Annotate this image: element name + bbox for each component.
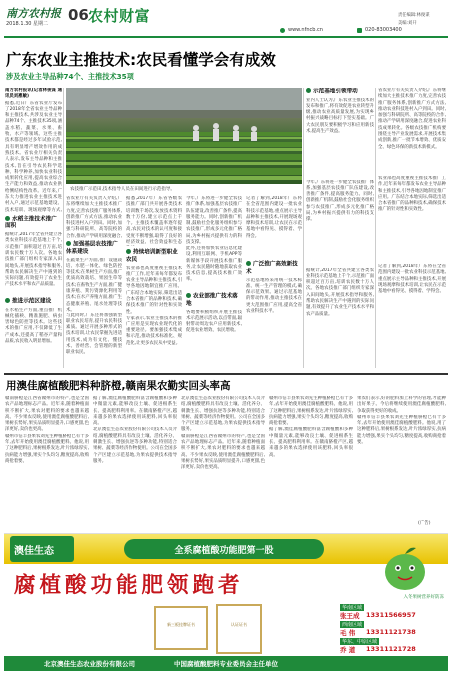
certificate xyxy=(216,604,262,654)
contact-phone: 13311121728 xyxy=(366,645,416,653)
contact-name: 乔 道 xyxy=(340,646,356,654)
body-paragraph: 省农业厅有关负责人介绍,广东将继续加大主推技术推广力度,完善农技推广服务体系,创新推广方式方法,推动农业科技进村入户到田。同时,加强与科研院所、高等院校的合作,推动产学研用深度融合,促进农业科技成果转化。各级农技推广机构要围绕主导产业发展需求,开展技术集成创新,推广一批节本增效、优质安全、绿色环保的新技术新模式。 xyxy=(378,88,446,150)
section-rule xyxy=(4,373,448,375)
slogan-ribbon xyxy=(124,539,324,559)
body-paragraph: 据统计,2017年全省共建立各类农业科技示范基地上千个,示范推广面积超过百万亩,培训农民数十万人次。各地农技推广部门组织专家深入田间地头,开展技术指导和服务,帮助农民解决生产中遇到的实际问题,有效提升了农业生产技术水平和农产品质量。 xyxy=(5,232,62,288)
contact-name: 毛 伟 xyxy=(340,629,356,637)
body-paragraph: 赣州市信丰县果农刘先生种植脐橙已有十多年,去年开始使用澳佳腐植酸肥料。他说,用了这种肥料后,果树根系发达,叶片浓绿厚实,抗病能力增强,果实个头均匀,糖度提高,收购商抢着要。 xyxy=(269,396,353,427)
column-4 xyxy=(186,196,242,368)
contact-name: 张王成 xyxy=(340,612,360,620)
ad-org-line: 中国腐植酸肥料专业委员会主任单位 xyxy=(174,660,278,668)
body-paragraph: 据统计,2017年全省共建立各类农业科技示范基地上千个,示范推广面积超过百万亩,培训农民数十万人次。各地农技推广部门组织专家深入田间地头,开展技术指导和服务,帮助农民解决生产中遇到的实际问题,有效提升了农业生产技术水平和农产品质量。 xyxy=(306,267,374,317)
bullet-icon xyxy=(186,293,191,298)
mascot-caption: 入冬果树营养好防冻 xyxy=(403,595,444,600)
page-number: 06 xyxy=(68,6,89,24)
photo-caption: 农技推广示范田,技术指导人员在田间进行示范指导。 xyxy=(70,187,175,192)
section-subhead: 持续培训新型职业农民 xyxy=(126,249,178,263)
body-paragraph: 赣州市信丰县果农刘先生种植脐橙已有十多年,去年开始使用澳佳腐植酸肥料。他说,用了这种肥料后,果树根系发达,叶片浓绿厚实,抗病能力增强,果实个头均匀,糖度提高,收购商抢着要。 xyxy=(5,433,89,464)
mascot-illustration xyxy=(376,544,434,594)
certificate xyxy=(154,606,208,650)
body-paragraph: 北京澳佳生态农业股份有限公司技术人员介绍,腐植酸肥料具有改良土壤、活化养分、刺激生长、增强抗逆等多种功能,特别适合果树、蔬菜等经济作物使用。公司在全国多个产区建立示范基地,为果农提供技术指导服务。 xyxy=(93,427,177,464)
section-subhead: 广泛推广高效新技术 xyxy=(246,261,298,275)
second-col-5 xyxy=(357,396,446,528)
body-paragraph: 在水稻生产方面,重点推广机械化插秧、精准施肥、病虫害绿色防控等技术。这些技术的推广应用,不仅降低了生产成本,还提高了稻谷产量和品质,农民收入明显增加。 xyxy=(5,307,62,345)
main-headline: 广东农业主推技术:农民看懂学会有成效 xyxy=(6,51,276,69)
body-paragraph: 专家表示,农业主推技术的推广应用是实现农业现代化的重要途径。要加强技术集成和示范,推动技术标准化、规范化,让更多农民从中受益。 xyxy=(126,315,182,346)
column-3 xyxy=(126,196,182,368)
farm-photo xyxy=(66,88,302,184)
bullet-icon xyxy=(5,298,10,303)
body-paragraph: 农业部也高度重视主推技术推广工作,近年来每年都发布农业主导品种和主推技术,引导各地因地制宜推广应用。广东结合本地实际,筛选出适合本省推广的品种和技术,确保技术推广的针对性和实效性。 xyxy=(378,176,446,213)
byline: 南方农村报讯(记者林俊谋 通讯员刘惠敏) xyxy=(5,88,62,100)
body-paragraph: 果农们表示,好的肥料加上科学的管理,才能种出好果子。今后将继续使用澳佳腐植酸肥料,争取获得更好的收成。 xyxy=(357,396,446,414)
body-paragraph: 各地要积极组织开展主推技术示范展示活动,以点带面,辐射带动周边农户应用新技术,促进农业增效、农民增收。 xyxy=(186,309,242,334)
section-subhead: 加强基层农技推广体系建设 xyxy=(66,241,118,255)
body-paragraph: 今年,广东将进一步健全农技推广体系,加强基层农技推广队伍建设,改善推广条件,提高服务能力。同时,创新推广机制,鼓励社会化服务组织参与农技推广,形成多元化推广格局,为乡村振兴提供有力的科技支撑。 xyxy=(306,179,374,223)
second-col-2 xyxy=(93,396,177,528)
column-1 xyxy=(5,88,62,368)
column-divider xyxy=(303,88,304,368)
photo-illustration xyxy=(66,88,302,184)
certificate-label: 认证证书 xyxy=(231,622,247,627)
bullet-icon xyxy=(126,249,131,254)
body-paragraph: 记者了解到,2018年广东将在全省范围内建设一批农业科技示范基地,重点展示主导品种和主推技术,开展现场观摩和技术培训,让农民在示范基地中看得见、摸得着、学得会。 xyxy=(246,196,302,239)
main-subhead: 涉及农业主导品种74个、主推技术35项 xyxy=(6,72,134,81)
bullet-icon xyxy=(306,88,311,93)
design-label: 美编:刘开 xyxy=(398,21,417,26)
ad-bottom-band xyxy=(4,656,448,671)
body-paragraph: 赣南脐橙是江西省赣州市的特产,也是全国农产品地理标志产品。近年来,随着种植面积不断扩大,果农对肥料的要求也越来越高。不少果农反映,使用澳佳腐植酸肥料后,果树长势好,果实品质明显提升,口感更甜,色泽更好,卖价也更高。 xyxy=(5,396,89,433)
body-paragraph: 据了解,澳佳腐植酸肥料富含腐植酸和多种中微量元素,能够改良土壤、促进根系生长、提高肥料利用率。在赣南脐橙产区,越来越多的果农选择使用该肥料,回头率很高。 xyxy=(269,427,353,458)
contact-region: 华东、中原区域 xyxy=(342,639,378,645)
ad-company: 北京澳佳生态农业股份有限公司 xyxy=(44,660,135,668)
body-paragraph: 据了解,澳佳腐植酸肥料富含腐植酸和多种中微量元素,能够改良土壤、促进根系生长、提高肥料利用率。在赣南脐橙产区,越来越多的果农选择使用该肥料,回头率很高。 xyxy=(93,396,177,427)
body-paragraph: 据悉,近日广东省农业厅发布了2018年全省农业主导品种和主推技术,共涉及农业主导品种74个、主推技术35项,涵盖水稻、蔬菜、水果、畜牧、水产等领域。这些主推技术都是经过多年试验示范,具有明显增产增效作用的成熟技术。省农业厅相关负责人表示,发布主导品种和主推技术,旨在引导农民科学选种、科学种养,加快农业科技成果转化应用,提高农业综合生产能力和效益,推动农业供给侧结构性改革。近年来,广东大力推进农业主推技术进村入户,通过示范基地建设、技术培训、现场观摩等方式, xyxy=(5,100,62,213)
body-paragraph: 在蔬菜生产方面,推广设施栽培、水肥一体化、绿色防控等技术;在果树生产方面,推广优质高效栽培、果园生草等技术;在畜牧生产方面,推广健康养殖、粪污资源化利用等技术;在水产养殖方面,推广生态健康养殖、尾水处理等技术。 xyxy=(66,257,122,313)
mascot-icon xyxy=(376,544,434,594)
column-divider xyxy=(375,88,376,368)
contact-region: 西南区域 xyxy=(342,622,363,628)
masthead-rule xyxy=(4,36,448,38)
bullet-icon xyxy=(246,261,251,266)
body-paragraph: 省农业厅有关负责人介绍,广东将继续加大主推技术推广力度,完善农技推广服务体系,创新推广方式方法,推动农业科技进村入户到田。同时,加强与科研院所、高等院校的合作,推动产学研用深度融合, xyxy=(66,196,122,238)
masthead xyxy=(0,0,452,44)
ad-big-title: 腐植酸功能肥领跑者 xyxy=(14,573,244,598)
certificate-label: 新三板挂牌证书 xyxy=(167,622,195,627)
column-7 xyxy=(378,88,446,368)
logo-text: 澳佳生态 xyxy=(14,546,54,557)
section-subhead: 推进示范区建设 xyxy=(5,298,62,306)
advert-banner xyxy=(4,533,448,671)
section-subhead: 农业部推广技术落地 xyxy=(186,293,238,307)
contact-phone: 13311121738 xyxy=(366,628,416,636)
edit-label: 责任编辑:林俊谋 xyxy=(398,13,430,18)
body-paragraph: 赣州市信丰县果农刘先生种植脐橙已有十多年,去年开始使用澳佳腐植酸肥料。他说,用了这种肥料后,果树根系发达,叶片浓绿厚实,抗病能力增强,果实个头均匀,糖度提高,收购商抢着要。 xyxy=(357,414,446,446)
body-paragraph: 据悉,2017年广东省各级农技推广部门共开展各类技术培训数千场次,发放技术资料数十万份,建立示范点上千个。主推技术覆盖率逐年提高,农民对技术的认可度和接受度不断增强,取得了良好的经济效益、社会效益和生态 xyxy=(126,196,182,246)
paper-name: 南方农村报 xyxy=(6,7,61,20)
body-paragraph: 业内人士认为,广东农业主推技术的发布和推广,将有效促进农业转型升级,推动农业高质量发展,为实现乡村振兴战略目标打下坚实基础。广大农民朋友要积极学习和应用新技术,提高生产效益。 xyxy=(306,97,374,134)
body-paragraph: 与此同时,广东还将加强新型职业农民培育,提升农民科技素质。通过开展多种形式的技术培训,让农民掌握先进适用技术,成为有文化、懂技术、善经营、会管理的新型职业农民。 xyxy=(66,312,122,356)
bullet-icon xyxy=(5,216,10,221)
website-link[interactable]: www.nfncb.cn xyxy=(288,27,323,33)
contact-list xyxy=(340,604,448,660)
second-headline: 用澳佳腐植酸肥料种脐橙,赣南果农勤实回头率高 xyxy=(6,380,231,392)
body-paragraph: 此外,还将加快农业信息化建设,利用互联网、手机APP等新媒体手段开展技术推广服务,让农民随时随地获取农业技术信息,提高技术推广效率。 xyxy=(186,246,242,283)
globe-icon xyxy=(280,28,285,33)
slogan: 全系腐植酸功能肥第一股 xyxy=(174,546,274,556)
second-col-1 xyxy=(5,396,89,528)
second-col-4 xyxy=(269,396,353,528)
column-divider xyxy=(63,88,64,368)
issue-date: 2018.1.30 星期二 xyxy=(6,21,49,27)
body-paragraph: 北京澳佳生态农业股份有限公司技术人员介绍,腐植酸肥料具有改良土壤、活化养分、刺激生长、增强抗逆等多种功能,特别适合果树、蔬菜等经济作物使用。公司在全国多个产区建立示范基地,为果农提供技术指导服务。 xyxy=(181,396,265,433)
bullet-icon xyxy=(66,241,71,246)
column-6 xyxy=(306,88,374,368)
body-paragraph: 农业部也高度重视主推技术推广工作,近年来每年都发布农业主导品种和主推技术,引导各地因地制宜推广应用。广东结合本地实际,筛选出适合本省推广的品种和技术,确保技术推广的针对性和实效性。 xyxy=(126,265,182,315)
body-paragraph: 记者了解到,2018年广东将在全省范围内建设一批农业科技示范基地,重点展示主导品种和主推技术,开展现场观摩和技术培训,让农民在示范基地中看得见、摸得着、学得会。 xyxy=(378,264,446,295)
section-subhead: 水稻主推技术推广面积 xyxy=(5,216,57,230)
contact-region: 华南区域 xyxy=(342,605,363,611)
section-title: 农村财富 xyxy=(88,7,151,25)
contact-phone: 13311566957 xyxy=(366,611,416,619)
hotline: 020-83003400 xyxy=(365,27,402,33)
column-5 xyxy=(246,196,302,368)
phone-icon xyxy=(357,28,362,33)
second-col-3 xyxy=(181,396,265,528)
body-paragraph: 今年,广东将进一步健全农技推广体系,加强基层农技推广队伍建设,改善推广条件,提高服务能力。同时,创新推广机制,鼓励社会化服务组织参与农技推广,形成多元化推广格局,为乡村振兴提供有力的科技支撑。 xyxy=(186,196,242,246)
ad-credit: (广告) xyxy=(418,521,431,526)
section-subhead: 示范基地引领带动 xyxy=(306,88,374,96)
ad-logo xyxy=(10,536,74,562)
body-paragraph: 赣南脐橙是江西省赣州市的特产,也是全国农产品地理标志产品。近年来,随着种植面积不断扩大,果农对肥料的要求也越来越高。不少果农反映,使用澳佳腐植酸肥料后,果树长势好,果实品质明显提升,口感更甜,色泽更好,卖价也更高。 xyxy=(181,433,265,471)
column-2 xyxy=(66,196,122,368)
body-paragraph: 示范基地将采用统一技术标准、统一生产管理的模式,确保示范效果。通过示范基地的带动作用,推动主推技术在更大范围推广应用,提高全省农业科技水平。 xyxy=(246,277,302,314)
